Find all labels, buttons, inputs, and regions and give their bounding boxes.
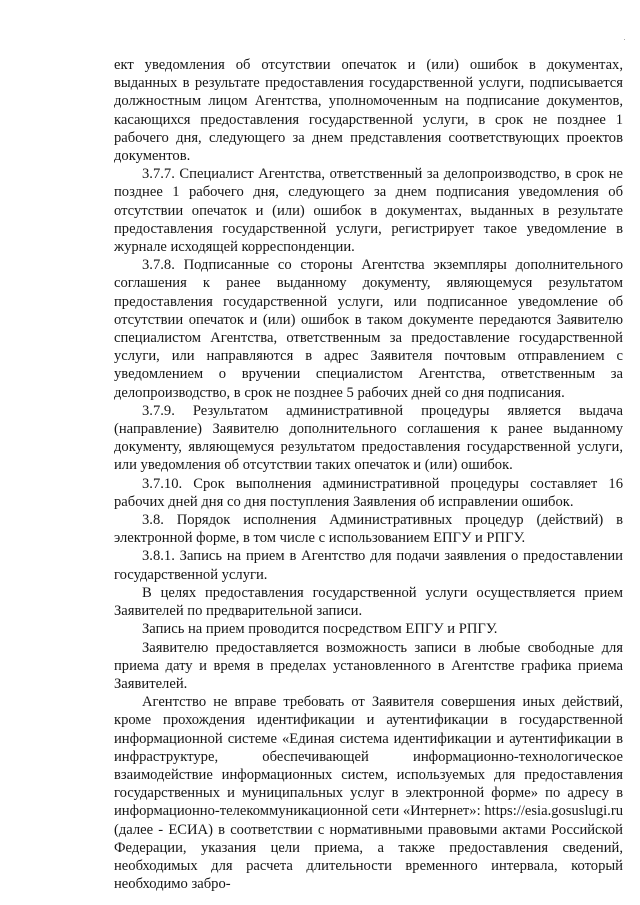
paragraph-registration-slots: Заявителю предоставляется возможность записи в любые свободные для приема дату и время в пределах установленного в Агентстве графика приема Заявителей. (114, 639, 623, 692)
corner-mark: · (623, 34, 626, 44)
paragraph-3-7-7: 3.7.7. Специалист Агентства, ответственный за делопроизводство, в срок не позднее 1 рабочего дня, следующего за днем подписания уведомления об отсутствии опечаток и (или) ошибок в документах, выданных в результате предоставления государственной услуги, регистрирует такое уведомление в журнале исходящей корреспонденции. (114, 166, 623, 256)
paragraph-registration-channels: Запись на прием проводится посредством ЕПГУ и РПГУ. (142, 621, 498, 638)
paragraph-pre-registration: В целях предоставления государственной услуги осуществляется прием Заявителей по предварительной записи. (114, 584, 623, 620)
paragraph-3-7-8: 3.7.8. Подписанные со стороны Агентства экземпляры дополнительного соглашения к ранее выданному документу, являющемуся результатом предоставления государственной услуги, или подписанное уведомление об отсутствии опечаток и (или) ошибок в таком документе передаются Заявителю специалистом Агентства, ответственным за предоставление государственной услуги, или направляются в адрес Заявителя почтовым отправлением с уведомлением о вручении специалистом Агентства, ответственным за делопроизводство, в срок не позднее 5 рабочих дней со дня подписания. (114, 257, 623, 401)
paragraph-3-8: 3.8. Порядок исполнения Административных процедур (действий) в электронной форме, в том числе с использованием ЕПГУ и РПГУ. (114, 512, 623, 547)
document-page (114, 56, 623, 893)
paragraph-esia-requirements: Агентство не вправе требовать от Заявителя совершения иных действий, кроме прохождения идентификации и аутентификации в государственной информационной системе «Единая система идентификации и аутентификации в инфраструктуре, обеспечивающей информационно-технологическое взаимодействие информационных систем, используемых для предоставления государственных и муниципальных услуг в электронной форме» по адресу в информационно-телекоммуникационной сети «Интернет»: https://esia.gosuslugi.ru (далее - ЕСИА) в соответствии с нормативными правовыми актами Российской Федерации, указания цели приема, а также предоставления сведений, необходимых для расчета длительности временного интервала, который необходимо забро- (114, 694, 623, 893)
paragraph-3-8-1: 3.8.1. Запись на прием в Агентство для подачи заявления о предоставлении государственной услуги. (114, 548, 623, 583)
paragraph-3-7-10: 3.7.10. Срок выполнения административной процедуры составляет 16 рабочих дней дня со дня поступления Заявления об исправлении ошибок. (114, 475, 623, 510)
paragraph-continuation: ект уведомления об отсутствии опечаток и (или) ошибок в документах, выданных в результате предоставления государственной услуги, подписывается должностным лицом Агентства, уполномоченным на подписание документов, касающихся предоставления государственной услуги, в срок не позднее 1 рабочего дня, следующего за днем представления соответствующих проектов документов. (114, 57, 623, 165)
paragraph-3-7-9: 3.7.9. Результатом административной процедуры является выдача (направление) Заявителю дополнительного соглашения к ранее выданному документу, являющемуся результатом предоставления государственной услуги, или уведомления об отсутствии таких опечаток и (или) ошибок. (114, 402, 623, 474)
